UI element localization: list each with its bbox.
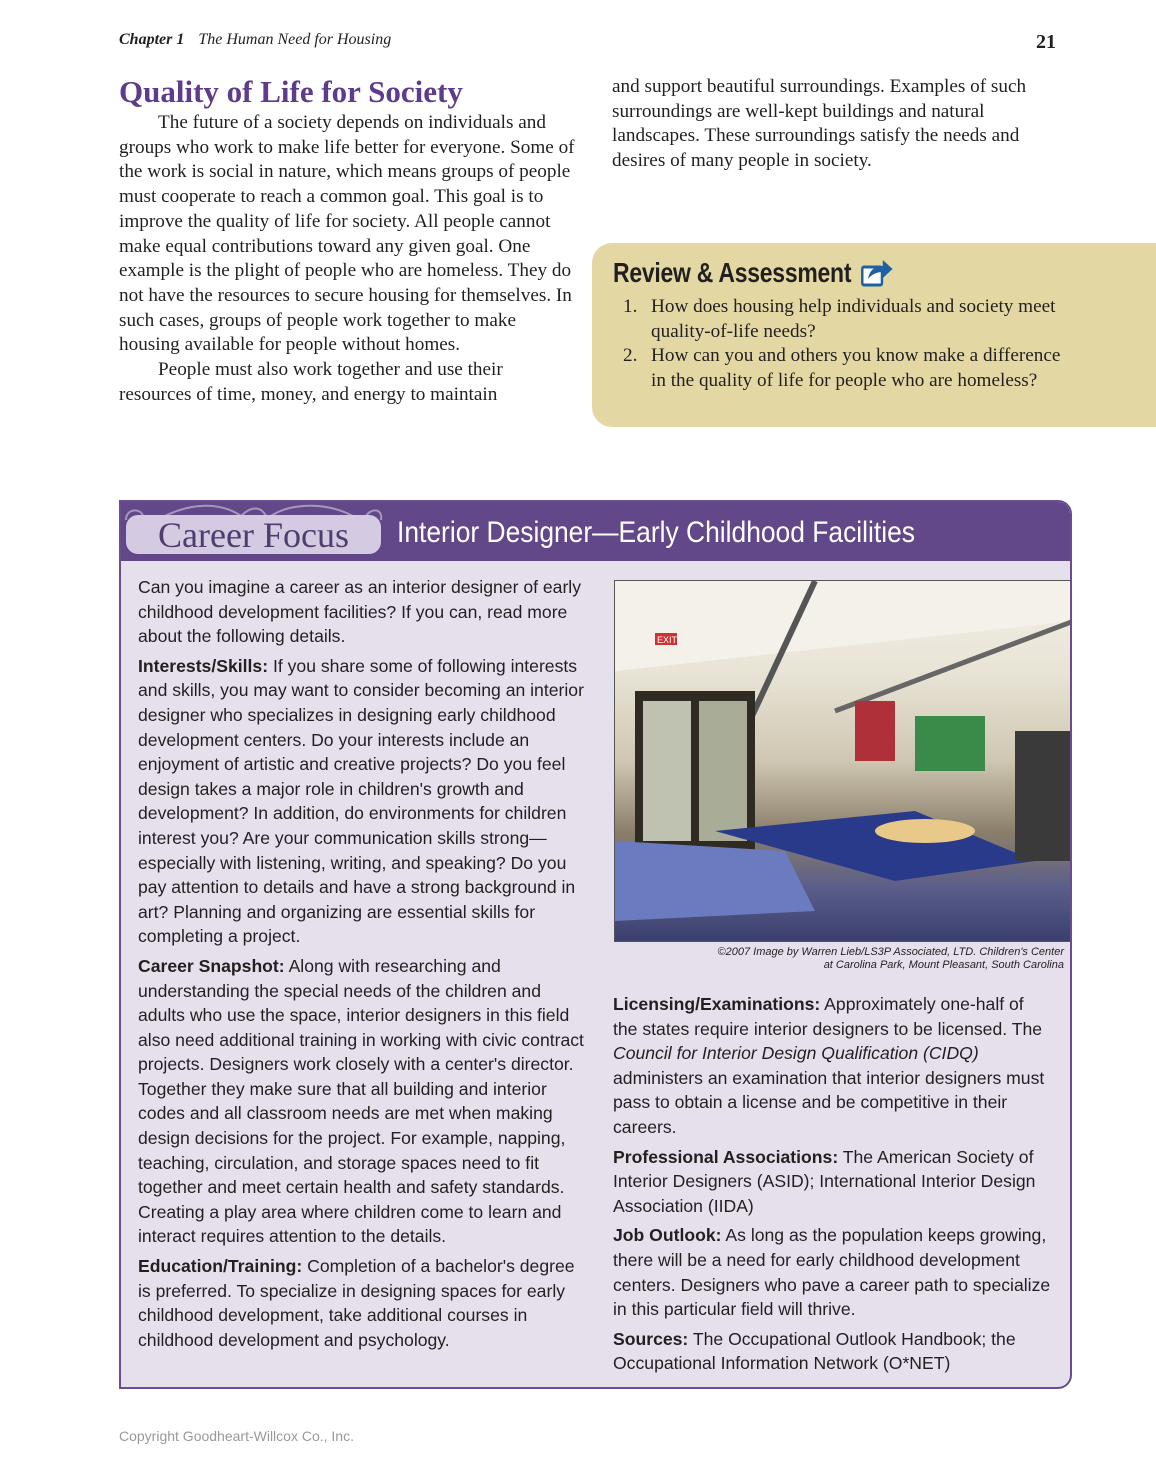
- career-section: [138, 954, 584, 1249]
- classroom-photo: [614, 580, 1072, 942]
- share-arrow-icon[interactable]: [859, 257, 893, 289]
- career-focus-tag: Career Focus: [126, 515, 381, 554]
- career-section: [613, 1327, 1053, 1376]
- section-title: Quality of Life for Society: [119, 74, 463, 109]
- career-left-column: [138, 575, 584, 1357]
- paragraph: The future of a society depends on individuals and groups who work to make life better for everyone. Some of the work is social in nature, which means groups of people must cooperate to reach a common goal. This goal is to improve the quality of life for society. All people cannot make equal contributions toward any given goal. One example is the plight of people who are homeless. They do not have the resources to secure housing for themselves. In such cases, groups of people work together to make housing available for people without homes.: [119, 112, 575, 356]
- caption-line: at Carolina Park, Mount Pleasant, South Carolina: [823, 959, 1064, 971]
- left-column: [119, 111, 575, 407]
- career-focus-header: [121, 502, 1070, 561]
- career-intro: Can you imagine a career as an interior designer of early childhood development facilities? If you can, read more about the following details.: [138, 577, 582, 647]
- review-question: [613, 344, 1063, 393]
- section-text: The Occupational Outlook Handbook; the Occupational Information Network (O*NET): [613, 1328, 1016, 1374]
- career-focus-box: [119, 500, 1072, 1389]
- section-label: Professional Associations:: [613, 1146, 839, 1167]
- section-label: Licensing/Examinations:: [613, 994, 821, 1014]
- chapter-number: Chapter 1: [119, 31, 185, 48]
- cidq-name: Council for Interior Design Qualification (CIDQ): [613, 1043, 979, 1064]
- caption-line: ©2007 Image by Warren Lieb/LS3P Associated, LTD. Children's Center: [717, 946, 1064, 958]
- section-text: Approximately one-half of the states require interior designers to be licensed. The: [613, 994, 1043, 1039]
- section-label: Career Snapshot:: [138, 955, 285, 976]
- running-head: [119, 31, 391, 49]
- paragraph: People must also work together and use their resources of time, money, and energy to maintain: [119, 359, 503, 405]
- section-text: Completion of a bachelor's degree is preferred. To specialize in designing spaces for early childhood development, take additional courses in childhood development and psychology.: [138, 1256, 575, 1350]
- classroom-illustration: [615, 581, 1072, 942]
- question-number: 1.: [623, 296, 638, 317]
- paragraph-continuation: and support beautiful surroundings. Examples of such surroundings are well-kept buildings and natural landscapes. These surroundings satisfy the needs and desires of many people in society.: [612, 76, 1027, 172]
- right-column: [612, 75, 1057, 174]
- section-text: Along with researching and understanding the special needs of the children and adults who use the space, interior designers in this field also need additional training in working with civic contract projects. Designers work closely with a center's director. Together they make sure that all building and interior codes and all classroom needs are met when making design decisions for the project. For example, napping, teaching, circulation, and storage spaces need to fit together and meet certain health and safety standards. Creating a play area where children come to learn and interact requires attention to the details.: [138, 955, 584, 1247]
- career-title: Interior Designer—Early Childhood Facilities: [397, 516, 915, 549]
- career-section: [138, 1254, 584, 1352]
- section-text: If you share some of following interests and skills, you may want to consider becoming an interior designer who specializes in designing early childhood development centers. Do your interests include an enjoyment of artistic and creative projects? Do you feel design takes a major role in children's growth and development? In addition, do environments for children interest you? Are your communication skills strong—especially with listening, writing, and speaking? Do you pay attention to details and have a strong background in art? Planning and organizing are essential skills for completing a project.: [138, 655, 584, 947]
- review-questions: [613, 295, 1156, 394]
- exit-sign-text: EXIT: [657, 635, 678, 645]
- page-number: 21: [1036, 31, 1056, 53]
- photo-caption: [614, 946, 1064, 972]
- section-label: Sources:: [613, 1328, 689, 1349]
- section-label: Education/Training:: [138, 1256, 303, 1277]
- review-question: [613, 295, 1063, 344]
- question-text: How can you and others you know make a difference in the quality of life for people who are homeless?: [651, 345, 1061, 392]
- career-section: [613, 1145, 1053, 1219]
- section-text: As long as the population keeps growing, there will be a need for early childhood development centers. Designers who pave a career path to specialize in this particular field will thrive.: [613, 1225, 1051, 1320]
- career-right-column: [613, 992, 1053, 1381]
- review-title: [613, 255, 1071, 291]
- chapter-title: The Human Need for Housing: [198, 31, 392, 48]
- section-label: Job Outlook:: [613, 1225, 722, 1246]
- section-text: The American Society of Interior Designers (ASID); International Interior Design Association (IIDA): [613, 1146, 1036, 1216]
- section-text: administers an examination that interior designers must pass to obtain a license and be competitive in their careers.: [613, 1067, 1045, 1137]
- review-title-text: Review & Assessment: [613, 257, 852, 288]
- section-label: Interests/Skills:: [138, 655, 269, 676]
- question-text: How does housing help individuals and society meet quality-of-life needs?: [651, 296, 1056, 342]
- career-section: [138, 654, 584, 949]
- career-section: [613, 992, 1053, 1140]
- career-section: [613, 1223, 1053, 1321]
- copyright: Copyright Goodheart-Willcox Co., Inc.: [119, 1428, 354, 1444]
- review-assessment-box: [592, 243, 1156, 427]
- question-number: 2.: [623, 345, 638, 367]
